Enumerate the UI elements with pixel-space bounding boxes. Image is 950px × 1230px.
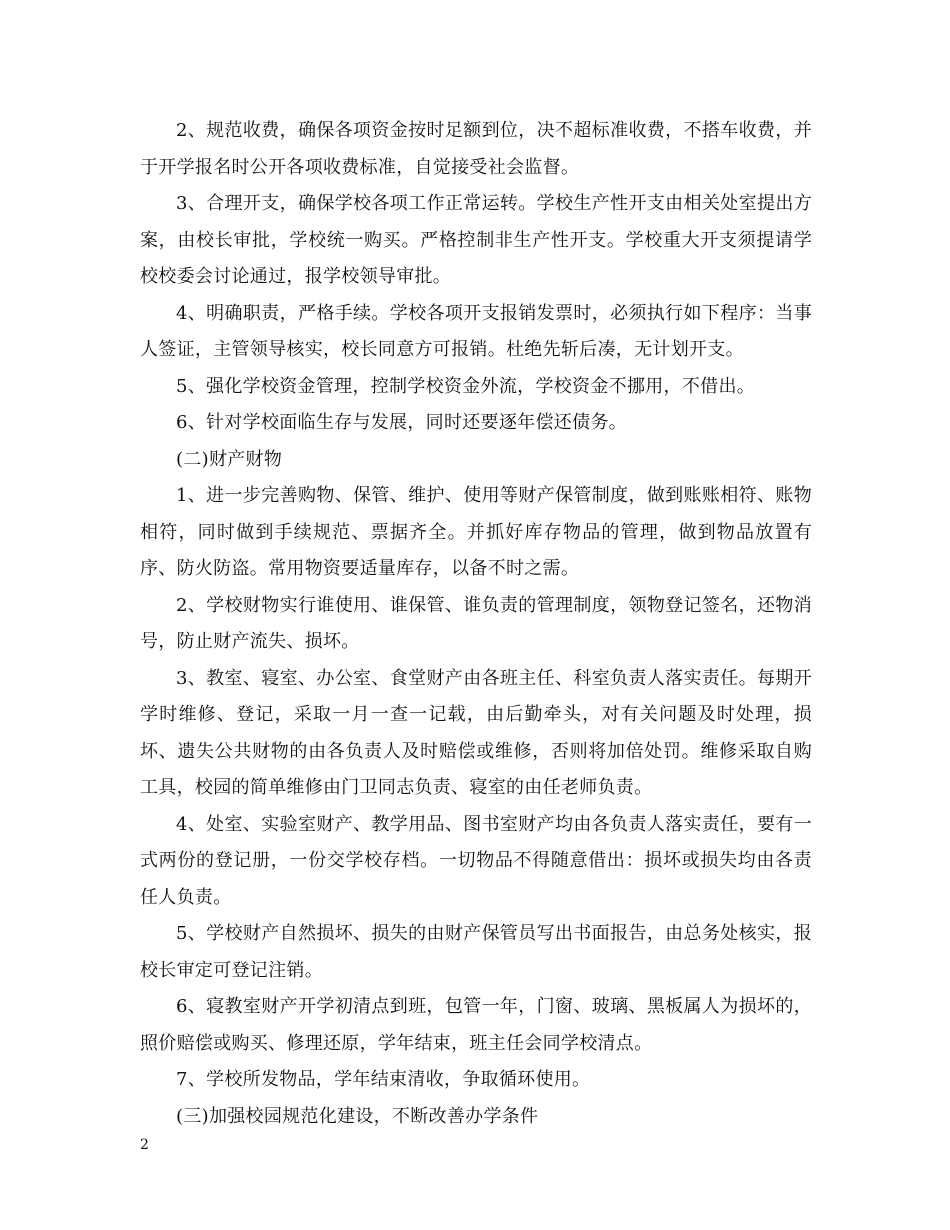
paragraph: 7、学校所发物品，学年结束清收，争取循环使用。 (176, 1069, 591, 1090)
paragraph: 4、处室、实验室财产、教学用品、图书室财产均由各负责人落实责任，要有一式两份的登记册，一份交学校存档。一切物品不得随意借出：损坏或损失均由各责任人负责。 (140, 813, 812, 908)
document-body (140, 113, 812, 1135)
paragraph: 1、进一步完善购物、保管、维护、使用等财产保管制度，做到账账相符、账物相符，同时做到手续规范、票据齐全。并抓好库存物品的管理，做到物品放置有序、防火防盗。常用物资要适量库存，以备不时之需。 (140, 485, 812, 579)
section-heading: (二)财产财物 (176, 448, 283, 470)
paragraph: 3、合理开支，确保学校各项工作正常运转。学校生产性开支由相关处室提出方案，由校长审批，学校统一购买。严格控制非生产性开支。学校重大开支须提请学校校委会讨论通过，报学校领导审批。 (140, 193, 812, 287)
page-number: 2 (140, 1137, 149, 1153)
section-heading: (三)加强校园规范化建设，不断改善办学条件 (176, 1105, 539, 1127)
paragraph: 3、教室、寝室、办公室、食堂财产由各班主任、科室负责人落实责任。每期开学时维修、登记，采取一月一查一记载，由后勤牵头，对有关问题及时处理，损坏、遗失公共财物的由各负责人及时赔偿或维修，否则将加倍处罚。维修采取自购工具，校园的简单维修由门卫同志负责、寝室的由任老师负责。 (140, 667, 812, 798)
paragraph: 5、学校财产自然损坏、损失的由财产保管员写出书面报告，由总务处核实，报校长审定可登记注销。 (140, 923, 812, 981)
paragraph: 2、规范收费，确保各项资金按时足额到位，决不超标准收费，不搭车收费，并于开学报名时公开各项收费标准，自觉接受社会监督。 (140, 120, 812, 178)
paragraph: 6、寝教室财产开学初清点到班，包管一年，门窗、玻璃、黑板属人为损坏的，照价赔偿或购买、修理还原，学年结束，班主任会同学校清点。 (140, 996, 812, 1054)
paragraph: 2、学校财物实行谁使用、谁保管、谁负责的管理制度，领物登记签名，还物消号，防止财产流失、损坏。 (140, 594, 812, 652)
paragraph: 5、强化学校资金管理，控制学校资金外流，学校资金不挪用，不借出。 (176, 375, 756, 397)
paragraph: 4、明确职责，严格手续。学校各项开支报销发票时，必须执行如下程序：当事人签证，主管领导核实，校长同意方可报销。杜绝先斩后凑，无计划开支。 (140, 302, 812, 360)
paragraph: 6、针对学校面临生存与发展，同时还要逐年偿还债务。 (176, 412, 627, 433)
